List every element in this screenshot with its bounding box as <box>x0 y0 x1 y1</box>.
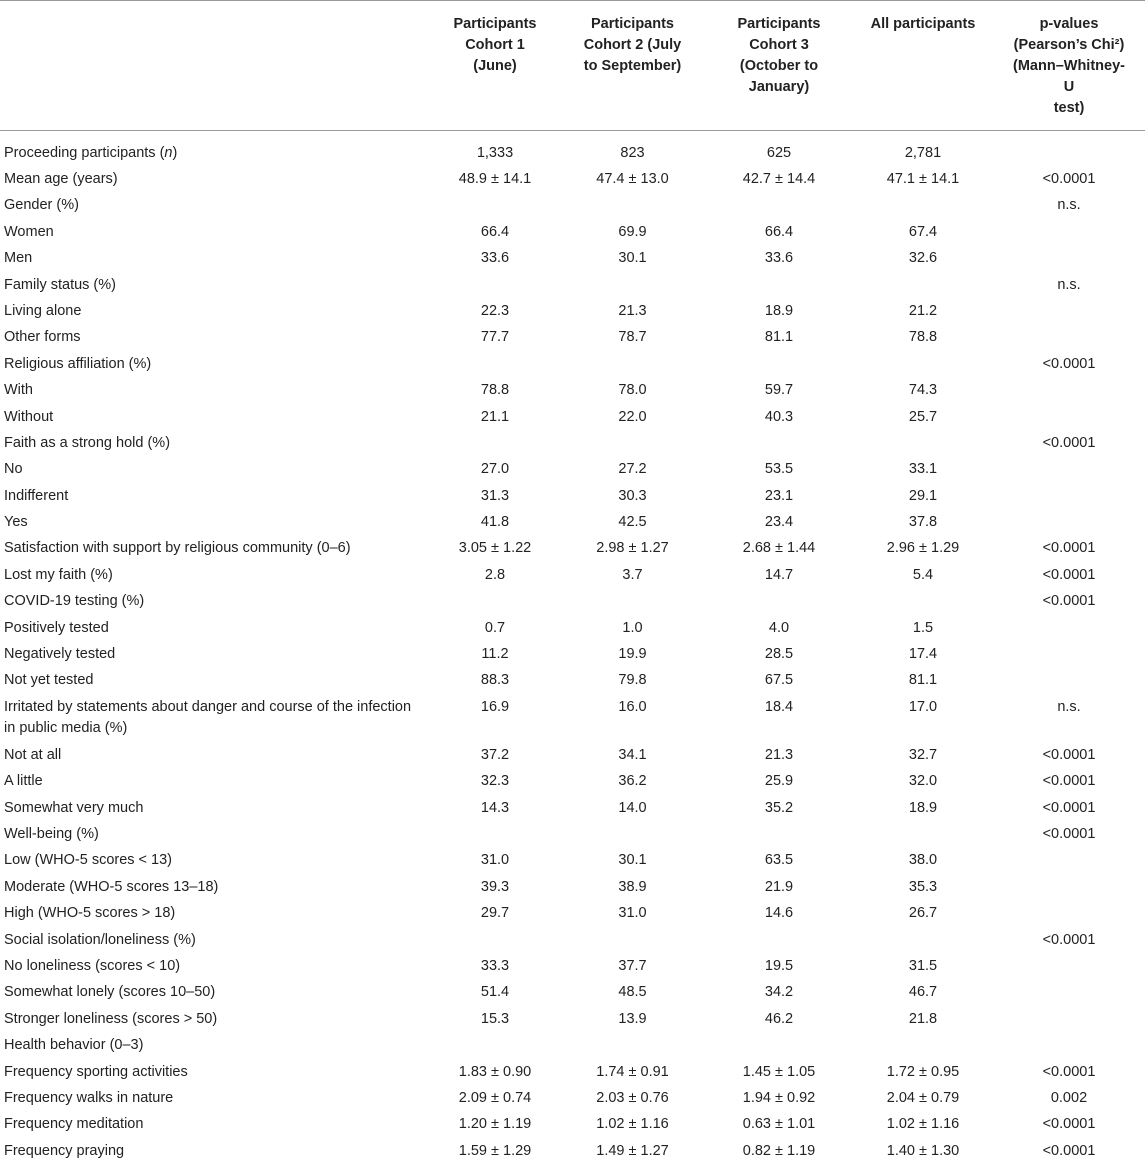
cohort-1-value: 31.3 <box>480 487 510 504</box>
row-label: Well-being (%) <box>4 825 99 842</box>
p-value <box>993 848 1145 874</box>
p-value: n.s. <box>1057 197 1081 214</box>
table-row <box>0 325 1145 351</box>
table-row <box>0 483 1145 509</box>
table-row <box>0 615 1145 641</box>
row-label: Health behavior (0–3) <box>4 1037 144 1054</box>
all-participants-value: 25.7 <box>908 408 938 425</box>
all-participants-value <box>853 351 993 377</box>
table-row <box>0 1112 1145 1138</box>
p-value <box>993 246 1145 272</box>
p-value: n.s. <box>1057 698 1081 715</box>
cohort-1-value: 22.3 <box>480 302 510 319</box>
cohort-1-value <box>430 1033 560 1059</box>
row-label: Frequency praying <box>4 1142 125 1159</box>
header-line: Participants <box>591 16 674 32</box>
cohort-1-value: 27.0 <box>480 461 510 478</box>
p-value: <0.0001 <box>1042 355 1096 372</box>
cohort-1-value: 51.4 <box>480 984 510 1001</box>
cohort-1-value <box>430 272 560 298</box>
header-line: U <box>1063 79 1075 95</box>
p-value: <0.0001 <box>1042 1142 1096 1159</box>
cohort-1-value: 48.9 ± 14.1 <box>458 171 532 187</box>
row-label: Social isolation/loneliness (%) <box>4 931 196 948</box>
header-cohort-2 <box>560 1 705 131</box>
cohort-2-value <box>560 821 705 847</box>
all-participants-value: 47.1 ± 14.1 <box>886 171 960 187</box>
cohort-2-value: 2.98 ± 1.27 <box>596 540 669 557</box>
cohort-1-value <box>430 927 560 953</box>
row-label: Stronger loneliness (scores > 50) <box>4 1010 218 1027</box>
cohort-3-value: 2.68 ± 1.44 <box>742 540 816 557</box>
cohort-3-value: 35.2 <box>764 799 794 816</box>
table-row <box>0 589 1145 615</box>
cohort-1-value: 1.83 ± 0.90 <box>458 1063 532 1080</box>
row-label: Negatively tested <box>4 646 116 663</box>
cohort-1-value: 0.7 <box>484 619 506 636</box>
p-value <box>993 219 1145 245</box>
cohort-3-value: 0.63 ± 1.01 <box>742 1116 816 1133</box>
table-row <box>0 694 1145 742</box>
cohort-1-value <box>430 821 560 847</box>
row-label: Positively tested <box>4 619 109 636</box>
all-participants-value: 67.4 <box>908 223 938 240</box>
table-row <box>0 536 1145 562</box>
all-participants-value: 1.02 ± 1.16 <box>886 1116 960 1133</box>
cohort-2-value: 30.1 <box>618 852 647 869</box>
row-label: With <box>4 382 33 399</box>
cohort-1-value: 39.3 <box>480 878 510 895</box>
all-participants-value: 37.8 <box>908 514 938 531</box>
cohort-1-value: 16.9 <box>480 698 510 715</box>
row-label: Not yet tested <box>4 672 94 689</box>
cohort-1-value: 66.4 <box>480 223 510 240</box>
cohort-1-value: 32.3 <box>480 773 510 790</box>
cohort-3-value: 1.45 ± 1.05 <box>742 1063 816 1080</box>
all-participants-value: 81.1 <box>908 672 938 689</box>
cohort-3-value: 46.2 <box>764 1010 794 1027</box>
table-header <box>0 1 1145 131</box>
header-line: (Mann–Whitney- <box>1013 58 1125 74</box>
cohort-2-value: 1.02 ± 1.16 <box>596 1116 669 1133</box>
table-body <box>0 131 1145 1165</box>
cohort-3-value: 4.0 <box>768 619 790 636</box>
p-value <box>993 483 1145 509</box>
row-label: Without <box>4 408 54 425</box>
cohort-3-value <box>705 927 853 953</box>
row-label: Other forms <box>4 329 81 346</box>
header-line: (Pearson’s Chi²) <box>1013 37 1125 53</box>
all-participants-value: 2,781 <box>904 145 942 161</box>
cohort-1-value <box>430 430 560 456</box>
row-label: Indifferent <box>4 487 69 504</box>
all-participants-value: 31.5 <box>908 957 938 974</box>
header-line: test) <box>1053 100 1085 116</box>
header-row <box>0 1 1145 131</box>
cohort-2-value: 69.9 <box>618 223 647 240</box>
p-value <box>993 901 1145 927</box>
row-label: Mean age (years) <box>4 171 118 187</box>
cohort-3-value: 28.5 <box>764 646 794 663</box>
p-value <box>993 404 1145 430</box>
cohort-3-value: 18.4 <box>764 698 794 715</box>
cohort-1-value: 1,333 <box>476 145 514 161</box>
italic-n: n <box>164 145 173 161</box>
p-value <box>993 131 1145 167</box>
row-label: Somewhat very much <box>4 799 144 816</box>
cohort-3-value: 33.6 <box>764 250 794 267</box>
p-value: <0.0001 <box>1042 434 1096 451</box>
table-row <box>0 562 1145 588</box>
cohort-2-value: 3.7 <box>622 566 643 583</box>
p-value <box>993 378 1145 404</box>
row-label: Gender (%) <box>4 197 79 214</box>
row-label: Living alone <box>4 302 82 319</box>
cohort-1-value: 41.8 <box>480 514 510 531</box>
cohort-1-value: 78.8 <box>480 382 510 399</box>
cohort-2-value: 2.03 ± 0.76 <box>596 1089 669 1106</box>
cohort-3-value: 21.9 <box>764 878 794 895</box>
p-value: n.s. <box>1057 276 1081 293</box>
p-value <box>993 325 1145 351</box>
row-label: Low (WHO-5 scores < 13) <box>4 852 173 869</box>
row-label: A little <box>4 773 43 790</box>
cohort-2-value <box>560 272 705 298</box>
p-value <box>993 668 1145 694</box>
row-label: Not at all <box>4 746 62 763</box>
cohort-2-value: 78.0 <box>618 382 647 399</box>
cohort-3-value: 14.7 <box>764 566 794 583</box>
cohort-3-value: 625 <box>766 145 792 161</box>
cohort-3-value: 42.7 ± 14.4 <box>742 171 816 187</box>
table-row <box>0 642 1145 668</box>
p-value <box>993 298 1145 324</box>
p-value: <0.0001 <box>1042 593 1096 610</box>
cohort-1-value <box>430 193 560 219</box>
header-cohort-1 <box>430 1 560 131</box>
cohort-2-value: 78.7 <box>618 329 647 346</box>
cohort-1-value: 11.2 <box>481 646 509 663</box>
cohort-1-value: 2.09 ± 0.74 <box>458 1089 532 1106</box>
cohort-2-value: 31.0 <box>618 905 647 922</box>
p-value <box>993 457 1145 483</box>
cohort-3-value: 59.7 <box>764 382 794 399</box>
row-label: Family status (%) <box>4 276 116 293</box>
cohort-2-value: 27.2 <box>618 461 647 478</box>
row-label: Yes <box>4 514 28 531</box>
cohort-2-value: 19.9 <box>618 646 647 663</box>
all-participants-value: 21.8 <box>908 1010 938 1027</box>
row-label: Somewhat lonely (scores 10–50) <box>4 984 216 1001</box>
cohort-3-value <box>705 1033 853 1059</box>
cohort-1-value: 2.8 <box>484 566 506 583</box>
cohort-3-value <box>705 351 853 377</box>
p-value: <0.0001 <box>1042 746 1096 763</box>
cohort-3-value <box>705 430 853 456</box>
cohort-3-value: 81.1 <box>764 329 794 346</box>
cohort-3-value: 67.5 <box>764 672 794 689</box>
all-participants-value: 18.9 <box>908 799 938 816</box>
table-row <box>0 131 1145 167</box>
all-participants-value: 33.1 <box>908 461 938 478</box>
cohort-3-value: 63.5 <box>764 852 794 869</box>
cohort-1-value: 31.0 <box>480 852 510 869</box>
cohort-3-value <box>705 272 853 298</box>
table-row <box>0 193 1145 219</box>
row-label: Women <box>4 223 54 240</box>
cohort-2-value: 79.8 <box>618 672 647 689</box>
table-row <box>0 953 1145 979</box>
cohort-3-value: 0.82 ± 1.19 <box>742 1142 816 1159</box>
header-line: All participants <box>870 16 976 32</box>
header-line: Cohort 2 (July <box>583 37 682 53</box>
p-value: <0.0001 <box>1042 1116 1096 1133</box>
all-participants-value <box>853 927 993 953</box>
p-value: <0.0001 <box>1042 540 1096 557</box>
p-value: <0.0001 <box>1042 799 1096 816</box>
header-variable <box>0 1 430 131</box>
table-row <box>0 351 1145 377</box>
header-line: Cohort 3 <box>749 37 809 53</box>
table-row <box>0 1138 1145 1164</box>
cohort-3-value: 53.5 <box>764 461 794 478</box>
cohort-1-value: 33.3 <box>480 957 510 974</box>
header-line: January) <box>748 79 810 95</box>
cohort-2-value: 30.1 <box>618 250 647 267</box>
cohort-2-value: 38.9 <box>618 878 647 895</box>
row-label: Religious affiliation (%) <box>4 355 152 372</box>
table-row <box>0 742 1145 768</box>
cohort-2-value <box>560 430 705 456</box>
all-participants-value: 17.4 <box>908 646 938 663</box>
all-participants-value: 21.2 <box>908 302 938 319</box>
all-participants-value: 46.7 <box>908 984 938 1001</box>
all-participants-value <box>853 272 993 298</box>
table-row <box>0 848 1145 874</box>
table-row <box>0 378 1145 404</box>
table-row <box>0 769 1145 795</box>
table-row <box>0 404 1145 430</box>
p-value <box>993 953 1145 979</box>
table-row <box>0 874 1145 900</box>
header-line: Participants <box>737 16 821 32</box>
cohort-3-value: 18.9 <box>764 302 794 319</box>
header-line: p-values <box>1039 16 1099 32</box>
all-participants-value: 2.96 ± 1.29 <box>886 540 960 557</box>
all-participants-value: 32.6 <box>908 250 938 267</box>
header-p-values <box>993 1 1145 131</box>
cohort-2-value: 13.9 <box>618 1010 647 1027</box>
cohort-2-value: 42.5 <box>618 514 647 531</box>
table-row <box>0 298 1145 324</box>
all-participants-value <box>853 1033 993 1059</box>
cohort-1-value: 1.59 ± 1.29 <box>458 1142 532 1159</box>
row-label: Irritated by statements about danger and course of the infection in public media (%) <box>4 698 412 737</box>
table-row <box>0 821 1145 847</box>
p-value <box>993 1033 1145 1059</box>
cohort-2-value <box>560 1033 705 1059</box>
all-participants-value: 74.3 <box>908 382 938 399</box>
cohort-2-value: 36.2 <box>618 773 647 790</box>
cohort-3-value <box>705 821 853 847</box>
cohort-2-value: 48.5 <box>618 984 647 1001</box>
p-value <box>993 874 1145 900</box>
p-value <box>993 642 1145 668</box>
cohort-2-value: 37.7 <box>618 957 647 974</box>
cohort-2-value: 1.49 ± 1.27 <box>596 1142 669 1159</box>
table-row <box>0 272 1145 298</box>
table-row <box>0 246 1145 272</box>
p-value: <0.0001 <box>1042 773 1096 790</box>
table-row <box>0 430 1145 456</box>
row-label: Frequency meditation <box>4 1116 144 1133</box>
cohort-3-value: 40.3 <box>764 408 794 425</box>
row-label: Frequency sporting activities <box>4 1063 188 1080</box>
row-label: Faith as a strong hold (%) <box>4 434 171 451</box>
cohort-1-value: 77.7 <box>480 329 510 346</box>
table-row <box>0 1033 1145 1059</box>
cohort-2-value: 47.4 ± 13.0 <box>596 171 669 187</box>
row-label: Frequency walks in nature <box>4 1089 174 1106</box>
all-participants-value: 78.8 <box>908 329 938 346</box>
cohort-3-value: 19.5 <box>764 957 794 974</box>
cohort-2-value <box>560 927 705 953</box>
header-line: Cohort 1 <box>465 37 525 53</box>
row-label: No loneliness (scores < 10) <box>4 957 181 974</box>
row-label: High (WHO-5 scores > 18) <box>4 905 176 922</box>
p-value: <0.0001 <box>1042 825 1096 842</box>
cohort-3-value: 14.6 <box>764 905 794 922</box>
p-value: <0.0001 <box>1042 1063 1096 1080</box>
cohort-2-value: 823 <box>620 145 645 161</box>
all-participants-value: 1.40 ± 1.30 <box>886 1142 960 1159</box>
header-line: to September) <box>583 58 682 74</box>
cohort-2-value: 22.0 <box>618 408 647 425</box>
table-row <box>0 901 1145 927</box>
row-label: No <box>4 461 23 478</box>
all-participants-value <box>853 821 993 847</box>
row-label: Men <box>4 250 33 267</box>
cohort-3-value: 66.4 <box>764 223 794 240</box>
all-participants-value: 17.0 <box>908 698 938 715</box>
cohort-3-value: 23.1 <box>764 487 794 504</box>
p-value: 0.002 <box>1050 1089 1088 1106</box>
cohort-2-value: 14.0 <box>618 799 647 816</box>
row-label: Moderate (WHO-5 scores 13–18) <box>4 878 219 895</box>
all-participants-value: 29.1 <box>908 487 938 504</box>
p-value: <0.0001 <box>1042 931 1096 948</box>
table-row <box>0 1085 1145 1111</box>
header-cohort-3 <box>705 1 853 131</box>
cohort-3-value: 23.4 <box>764 514 794 531</box>
p-value <box>993 510 1145 536</box>
cohort-2-value <box>560 351 705 377</box>
cohort-2-value: 34.1 <box>618 746 647 763</box>
cohort-2-value: 16.0 <box>618 698 647 715</box>
p-value: <0.0001 <box>1042 171 1096 187</box>
row-label: Satisfaction with support by religious community (0–6) <box>4 540 351 557</box>
cohort-1-value: 15.3 <box>480 1010 510 1027</box>
header-line: (October to <box>739 58 819 74</box>
all-participants-value <box>853 589 993 615</box>
cohort-3-value: 21.3 <box>764 746 794 763</box>
cohort-1-value: 3.05 ± 1.22 <box>458 540 532 557</box>
cohort-2-value: 1.74 ± 0.91 <box>596 1063 669 1080</box>
cohort-1-value: 29.7 <box>480 905 510 922</box>
p-value <box>993 980 1145 1006</box>
table-row <box>0 219 1145 245</box>
all-participants-value: 2.04 ± 0.79 <box>886 1089 960 1106</box>
p-value: <0.0001 <box>1042 566 1096 583</box>
cohort-1-value: 37.2 <box>480 746 510 763</box>
table-row <box>0 1006 1145 1032</box>
table-row <box>0 1059 1145 1085</box>
cohort-1-value: 14.3 <box>480 799 510 816</box>
all-participants-value: 5.4 <box>912 566 934 583</box>
header-all-participants <box>853 1 993 131</box>
table-row <box>0 980 1145 1006</box>
cohort-3-value <box>705 193 853 219</box>
cohort-3-value <box>705 589 853 615</box>
row-label: COVID-19 testing (%) <box>4 593 145 610</box>
cohort-2-value: 1.0 <box>622 619 643 636</box>
all-participants-value: 38.0 <box>908 852 938 869</box>
cohort-2-value <box>560 193 705 219</box>
table-row <box>0 167 1145 193</box>
cohort-3-value: 1.94 ± 0.92 <box>742 1089 816 1106</box>
all-participants-value: 32.7 <box>908 746 938 763</box>
cohort-2-value: 21.3 <box>618 302 647 319</box>
all-participants-value: 35.3 <box>908 878 938 895</box>
cohort-1-value <box>430 589 560 615</box>
header-line: Participants <box>453 16 537 32</box>
table-row <box>0 795 1145 821</box>
cohort-3-value: 25.9 <box>764 773 794 790</box>
all-participants-value: 32.0 <box>908 773 938 790</box>
cohort-2-value <box>560 589 705 615</box>
cohort-3-value: 34.2 <box>764 984 794 1001</box>
table-row <box>0 510 1145 536</box>
cohort-1-value: 21.1 <box>480 408 510 425</box>
p-value <box>993 615 1145 641</box>
all-participants-value <box>853 430 993 456</box>
cohort-1-value <box>430 351 560 377</box>
cohort-2-value: 30.3 <box>618 487 647 504</box>
p-value <box>993 1006 1145 1032</box>
table-row <box>0 668 1145 694</box>
cohort-1-value: 33.6 <box>480 250 510 267</box>
table-row <box>0 927 1145 953</box>
all-participants-value: 26.7 <box>908 905 938 922</box>
table-row <box>0 457 1145 483</box>
row-label: Lost my faith (%) <box>4 566 113 583</box>
all-participants-value: 1.5 <box>912 619 934 636</box>
header-line: (June) <box>473 58 517 74</box>
cohort-1-value: 1.20 ± 1.19 <box>458 1116 532 1133</box>
all-participants-value: 1.72 ± 0.95 <box>886 1063 960 1080</box>
all-participants-value <box>853 193 993 219</box>
cohort-1-value: 88.3 <box>480 672 510 689</box>
row-label: Proceeding participants (n) <box>4 145 178 161</box>
